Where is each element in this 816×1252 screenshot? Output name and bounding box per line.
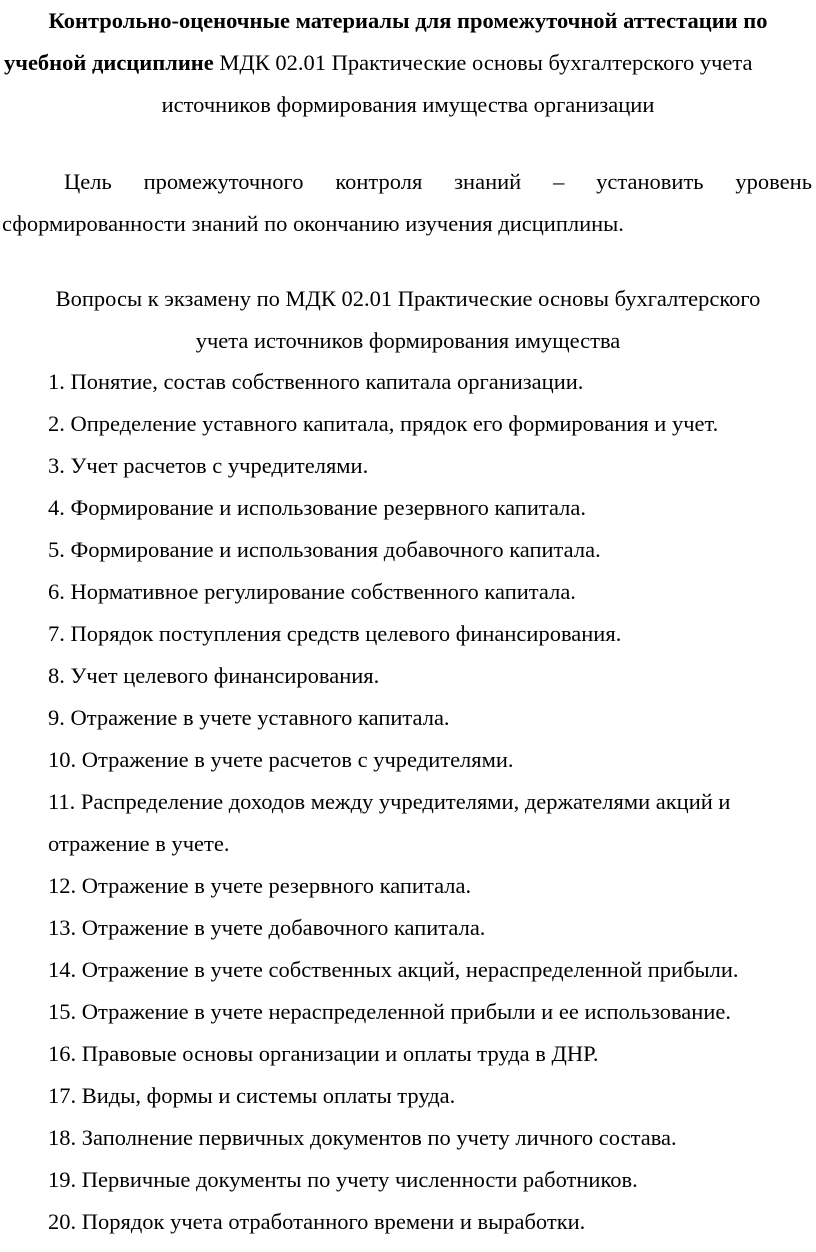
question-item: 2. Определение уставного капитала, прядок его формирования и учет. (48, 411, 719, 436)
question-item: 20. Порядок учета отработанного времени и выработки. (48, 1209, 586, 1234)
question-item: 4. Формирование и использование резервного капитала. (48, 495, 587, 520)
question-item: 11. Распределение доходов между учредителями, держателями акций и отражение в учете. (48, 789, 731, 856)
goal-line-1 (0, 161, 812, 203)
question-item: 14. Отражение в учете собственных акций, нераспределенной прибыли. (48, 957, 739, 982)
goal-word: установить (596, 169, 704, 194)
questions-list (48, 361, 808, 1243)
question-item: 18. Заполнение первичных документов по учету личного состава. (48, 1125, 677, 1150)
question-item: 13. Отражение в учете добавочного капитала. (48, 915, 486, 940)
question-item: 1. Понятие, состав собственного капитала организации. (48, 369, 584, 394)
questions-title-line-1: Вопросы к экзамену по МДК 02.01 Практические основы бухгалтерского (55, 286, 761, 311)
goal-word: Цель (64, 169, 112, 194)
header-line-2-rest: МДК 02.01 Практические основы бухгалтерского учета (213, 50, 753, 75)
goal-word: – (553, 169, 565, 194)
header-line-2-bold: учебной дисциплине (4, 50, 214, 75)
question-item: 10. Отражение в учете расчетов с учредителями. (48, 747, 514, 772)
goal-word: уровень (735, 169, 812, 194)
questions-title-line-2: учета источников формирования имущества (195, 328, 621, 353)
question-item: 17. Виды, формы и системы оплаты труда. (48, 1083, 456, 1108)
question-item: 7. Порядок поступления средств целевого финансирования. (48, 621, 622, 646)
goal-word: промежуточного (143, 169, 304, 194)
question-item: 6. Нормативное регулирование собственного капитала. (48, 579, 576, 604)
question-item: 8. Учет целевого финансирования. (48, 663, 380, 688)
header-line-3: источников формирования имущества организации (161, 92, 655, 117)
goal-line-2: сформированности знаний по окончанию изучения дисциплины. (2, 211, 624, 236)
question-item: 9. Отражение в учете уставного капитала. (48, 705, 450, 730)
question-item: 3. Учет расчетов с учредителями. (48, 453, 369, 478)
goal-paragraph (0, 161, 812, 245)
goal-word: контроля (335, 169, 423, 194)
question-item: 15. Отражение в учете нераспределенной прибыли и ее использование. (48, 999, 731, 1024)
questions-title (0, 278, 816, 362)
document-header (0, 0, 816, 126)
question-item: 12. Отражение в учете резервного капитала. (48, 873, 472, 898)
goal-word: знаний (454, 169, 522, 194)
question-item: 16. Правовые основы организации и оплаты труда в ДНР. (48, 1041, 599, 1066)
question-item: 19. Первичные документы по учету численности работников. (48, 1167, 638, 1192)
header-line-1: Контрольно-оценочные материалы для промежуточной аттестации по (48, 8, 768, 33)
question-item: 5. Формирование и использования добавочного капитала. (48, 537, 601, 562)
header-line-2 (0, 42, 816, 84)
